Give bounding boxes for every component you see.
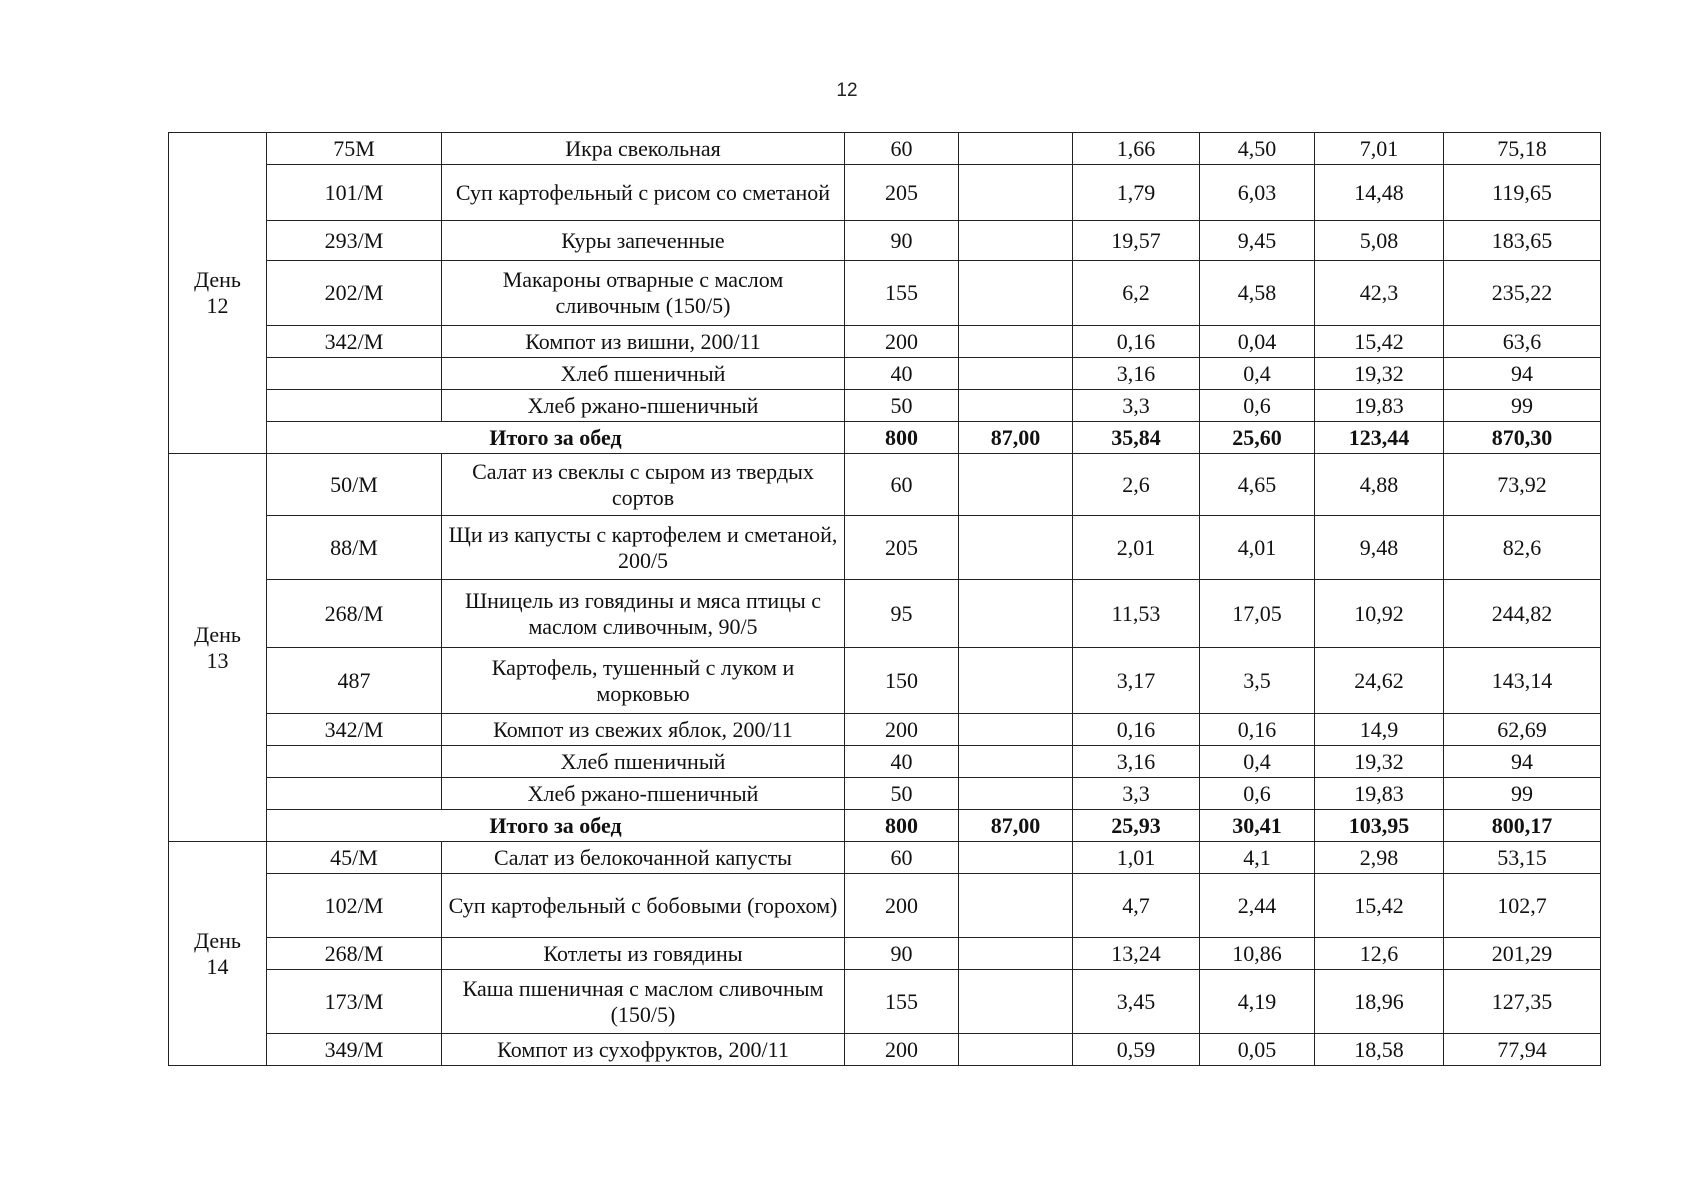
dish-carbs: 12,6	[1315, 938, 1444, 970]
table-row	[169, 778, 1601, 810]
dish-name: Компот из вишни, 200/11	[442, 326, 845, 358]
dish-fat: 4,01	[1200, 516, 1315, 580]
dish-code: 173/М	[267, 970, 442, 1034]
dish-weight: 200	[845, 874, 959, 938]
dish-energy: 201,29	[1444, 938, 1601, 970]
dish-name: Куры запеченные	[442, 221, 845, 261]
dish-carbs: 15,42	[1315, 874, 1444, 938]
dish-code: 268/М	[267, 938, 442, 970]
dish-energy: 99	[1444, 778, 1601, 810]
dish-protein: 4,7	[1073, 874, 1200, 938]
dish-fat: 0,6	[1200, 390, 1315, 422]
dish-carbs: 14,9	[1315, 714, 1444, 746]
total-price: 87,00	[959, 422, 1073, 454]
dish-name: Салат из белокочанной капусты	[442, 842, 845, 874]
dish-energy: 102,7	[1444, 874, 1601, 938]
dish-name: Компот из свежих яблок, 200/11	[442, 714, 845, 746]
dish-code: 342/М	[267, 326, 442, 358]
dish-code: 101/М	[267, 165, 442, 221]
dish-carbs: 24,62	[1315, 648, 1444, 714]
dish-code	[267, 390, 442, 422]
dish-carbs: 14,48	[1315, 165, 1444, 221]
dish-price	[959, 358, 1073, 390]
dish-weight: 205	[845, 165, 959, 221]
total-fat: 30,41	[1200, 810, 1315, 842]
dish-protein: 13,24	[1073, 938, 1200, 970]
total-energy: 870,30	[1444, 422, 1601, 454]
dish-energy: 119,65	[1444, 165, 1601, 221]
dish-price	[959, 133, 1073, 165]
dish-name: Салат из свеклы с сыром из твердых сортов	[442, 454, 845, 516]
dish-protein: 2,6	[1073, 454, 1200, 516]
dish-fat: 9,45	[1200, 221, 1315, 261]
total-weight: 800	[845, 422, 959, 454]
dish-energy: 99	[1444, 390, 1601, 422]
day-cell	[169, 842, 267, 1066]
table-row	[169, 874, 1601, 938]
dish-protein: 19,57	[1073, 221, 1200, 261]
dish-carbs: 42,3	[1315, 261, 1444, 326]
day-number: 12	[206, 293, 229, 318]
dish-carbs: 19,32	[1315, 746, 1444, 778]
dish-price	[959, 970, 1073, 1034]
dish-fat: 4,1	[1200, 842, 1315, 874]
dish-fat: 0,05	[1200, 1034, 1315, 1066]
dish-fat: 4,50	[1200, 133, 1315, 165]
dish-price	[959, 648, 1073, 714]
dish-weight: 150	[845, 648, 959, 714]
dish-weight: 60	[845, 133, 959, 165]
dish-carbs: 5,08	[1315, 221, 1444, 261]
dish-price	[959, 221, 1073, 261]
dish-price	[959, 326, 1073, 358]
dish-protein: 0,59	[1073, 1034, 1200, 1066]
dish-price	[959, 842, 1073, 874]
dish-fat: 4,19	[1200, 970, 1315, 1034]
day-number: 14	[206, 953, 229, 979]
dish-weight: 40	[845, 358, 959, 390]
dish-weight: 200	[845, 714, 959, 746]
dish-code: 102/М	[267, 874, 442, 938]
dish-code: 268/М	[267, 580, 442, 648]
table-row	[169, 1034, 1601, 1066]
dish-price	[959, 454, 1073, 516]
dish-code: 342/М	[267, 714, 442, 746]
total-price: 87,00	[959, 810, 1073, 842]
dish-carbs: 10,92	[1315, 580, 1444, 648]
dish-energy: 75,18	[1444, 133, 1601, 165]
dish-name: Икра свекольная	[442, 133, 845, 165]
table-row	[169, 648, 1601, 714]
dish-price	[959, 1034, 1073, 1066]
dish-fat: 17,05	[1200, 580, 1315, 648]
table-row	[169, 165, 1601, 221]
dish-code: 202/М	[267, 261, 442, 326]
dish-protein: 3,45	[1073, 970, 1200, 1034]
dish-energy: 183,65	[1444, 221, 1601, 261]
dish-price	[959, 874, 1073, 938]
total-label: Итого за обед	[267, 422, 845, 454]
dish-weight: 155	[845, 261, 959, 326]
dish-code	[267, 746, 442, 778]
dish-code: 487	[267, 648, 442, 714]
dish-price	[959, 938, 1073, 970]
total-carbs: 123,44	[1315, 422, 1444, 454]
dish-fat: 0,6	[1200, 778, 1315, 810]
dish-weight: 200	[845, 1034, 959, 1066]
total-row	[169, 422, 1601, 454]
dish-fat: 2,44	[1200, 874, 1315, 938]
dish-price	[959, 746, 1073, 778]
dish-fat: 4,58	[1200, 261, 1315, 326]
dish-weight: 90	[845, 221, 959, 261]
total-energy: 800,17	[1444, 810, 1601, 842]
dish-carbs: 15,42	[1315, 326, 1444, 358]
total-carbs: 103,95	[1315, 810, 1444, 842]
dish-energy: 94	[1444, 746, 1601, 778]
table-row	[169, 746, 1601, 778]
dish-price	[959, 165, 1073, 221]
table-row	[169, 454, 1601, 516]
dish-code: 293/М	[267, 221, 442, 261]
dish-protein: 1,79	[1073, 165, 1200, 221]
dish-protein: 3,16	[1073, 746, 1200, 778]
dish-carbs: 4,88	[1315, 454, 1444, 516]
dish-name: Макароны отварные с маслом сливочным (150/5)	[442, 261, 845, 326]
dish-fat: 0,16	[1200, 714, 1315, 746]
total-fat: 25,60	[1200, 422, 1315, 454]
dish-fat: 3,5	[1200, 648, 1315, 714]
total-weight: 800	[845, 810, 959, 842]
dish-energy: 77,94	[1444, 1034, 1601, 1066]
dish-protein: 0,16	[1073, 326, 1200, 358]
dish-carbs: 19,83	[1315, 390, 1444, 422]
dish-energy: 244,82	[1444, 580, 1601, 648]
dish-protein: 6,2	[1073, 261, 1200, 326]
dish-price	[959, 516, 1073, 580]
dish-fat: 4,65	[1200, 454, 1315, 516]
table-row	[169, 221, 1601, 261]
dish-protein: 0,16	[1073, 714, 1200, 746]
dish-code	[267, 358, 442, 390]
dish-weight: 200	[845, 326, 959, 358]
total-protein: 35,84	[1073, 422, 1200, 454]
dish-energy: 235,22	[1444, 261, 1601, 326]
dish-protein: 1,66	[1073, 133, 1200, 165]
page-number: 12	[836, 80, 858, 101]
dish-fat: 0,04	[1200, 326, 1315, 358]
day-label: День	[194, 927, 241, 953]
dish-protein: 2,01	[1073, 516, 1200, 580]
dish-price	[959, 261, 1073, 326]
table-row	[169, 842, 1601, 874]
dish-weight: 95	[845, 580, 959, 648]
dish-carbs: 2,98	[1315, 842, 1444, 874]
dish-code: 50/М	[267, 454, 442, 516]
dish-energy: 82,6	[1444, 516, 1601, 580]
day-number: 13	[206, 647, 229, 673]
dish-carbs: 9,48	[1315, 516, 1444, 580]
dish-code: 349/М	[267, 1034, 442, 1066]
dish-price	[959, 778, 1073, 810]
dish-weight: 50	[845, 778, 959, 810]
dish-carbs: 18,96	[1315, 970, 1444, 1034]
dish-fat: 10,86	[1200, 938, 1315, 970]
dish-weight: 205	[845, 516, 959, 580]
dish-fat: 0,4	[1200, 358, 1315, 390]
dish-protein: 3,17	[1073, 648, 1200, 714]
menu-table-body	[169, 133, 1601, 1066]
dish-name: Шницель из говядины и мяса птицы с маслом сливочным, 90/5	[442, 580, 845, 648]
dish-weight: 60	[845, 454, 959, 516]
dish-price	[959, 390, 1073, 422]
day-cell	[169, 133, 267, 454]
dish-energy: 73,92	[1444, 454, 1601, 516]
total-protein: 25,93	[1073, 810, 1200, 842]
day-cell	[169, 454, 267, 842]
dish-protein: 3,3	[1073, 778, 1200, 810]
dish-energy: 53,15	[1444, 842, 1601, 874]
table-row	[169, 516, 1601, 580]
dish-name: Хлеб пшеничный	[442, 746, 845, 778]
dish-weight: 40	[845, 746, 959, 778]
dish-protein: 3,3	[1073, 390, 1200, 422]
dish-price	[959, 580, 1073, 648]
dish-name: Хлеб ржано-пшеничный	[442, 778, 845, 810]
dish-name: Картофель, тушенный с луком и морковью	[442, 648, 845, 714]
day-label: День	[194, 267, 241, 292]
dish-energy: 143,14	[1444, 648, 1601, 714]
table-row	[169, 714, 1601, 746]
dish-name: Каша пшеничная с маслом сливочным (150/5)	[442, 970, 845, 1034]
dish-weight: 90	[845, 938, 959, 970]
dish-name: Компот из сухофруктов, 200/11	[442, 1034, 845, 1066]
table-row	[169, 261, 1601, 326]
dish-code: 45/М	[267, 842, 442, 874]
dish-carbs: 19,32	[1315, 358, 1444, 390]
dish-carbs: 19,83	[1315, 778, 1444, 810]
table-row	[169, 390, 1601, 422]
total-row	[169, 810, 1601, 842]
dish-protein: 1,01	[1073, 842, 1200, 874]
dish-energy: 94	[1444, 358, 1601, 390]
dish-fat: 0,4	[1200, 746, 1315, 778]
table-row	[169, 326, 1601, 358]
dish-weight: 60	[845, 842, 959, 874]
total-label: Итого за обед	[267, 810, 845, 842]
dish-price	[959, 714, 1073, 746]
day-label: День	[194, 621, 241, 647]
dish-name: Хлеб ржано-пшеничный	[442, 390, 845, 422]
dish-protein: 11,53	[1073, 580, 1200, 648]
table-row	[169, 970, 1601, 1034]
dish-name: Щи из капусты с картофелем и сметаной, 200/5	[442, 516, 845, 580]
table-row	[169, 133, 1601, 165]
menu-table	[168, 132, 1601, 1066]
dish-code	[267, 778, 442, 810]
dish-energy: 127,35	[1444, 970, 1601, 1034]
dish-name: Суп картофельный с рисом со сметаной	[442, 165, 845, 221]
dish-fat: 6,03	[1200, 165, 1315, 221]
dish-protein: 3,16	[1073, 358, 1200, 390]
dish-name: Хлеб пшеничный	[442, 358, 845, 390]
table-row	[169, 580, 1601, 648]
dish-name: Котлеты из говядины	[442, 938, 845, 970]
dish-name: Суп картофельный с бобовыми (горохом)	[442, 874, 845, 938]
dish-energy: 62,69	[1444, 714, 1601, 746]
dish-carbs: 18,58	[1315, 1034, 1444, 1066]
dish-weight: 50	[845, 390, 959, 422]
dish-energy: 63,6	[1444, 326, 1601, 358]
table-row	[169, 358, 1601, 390]
dish-carbs: 7,01	[1315, 133, 1444, 165]
dish-code: 88/М	[267, 516, 442, 580]
dish-weight: 155	[845, 970, 959, 1034]
dish-code: 75М	[267, 133, 442, 165]
table-row	[169, 938, 1601, 970]
